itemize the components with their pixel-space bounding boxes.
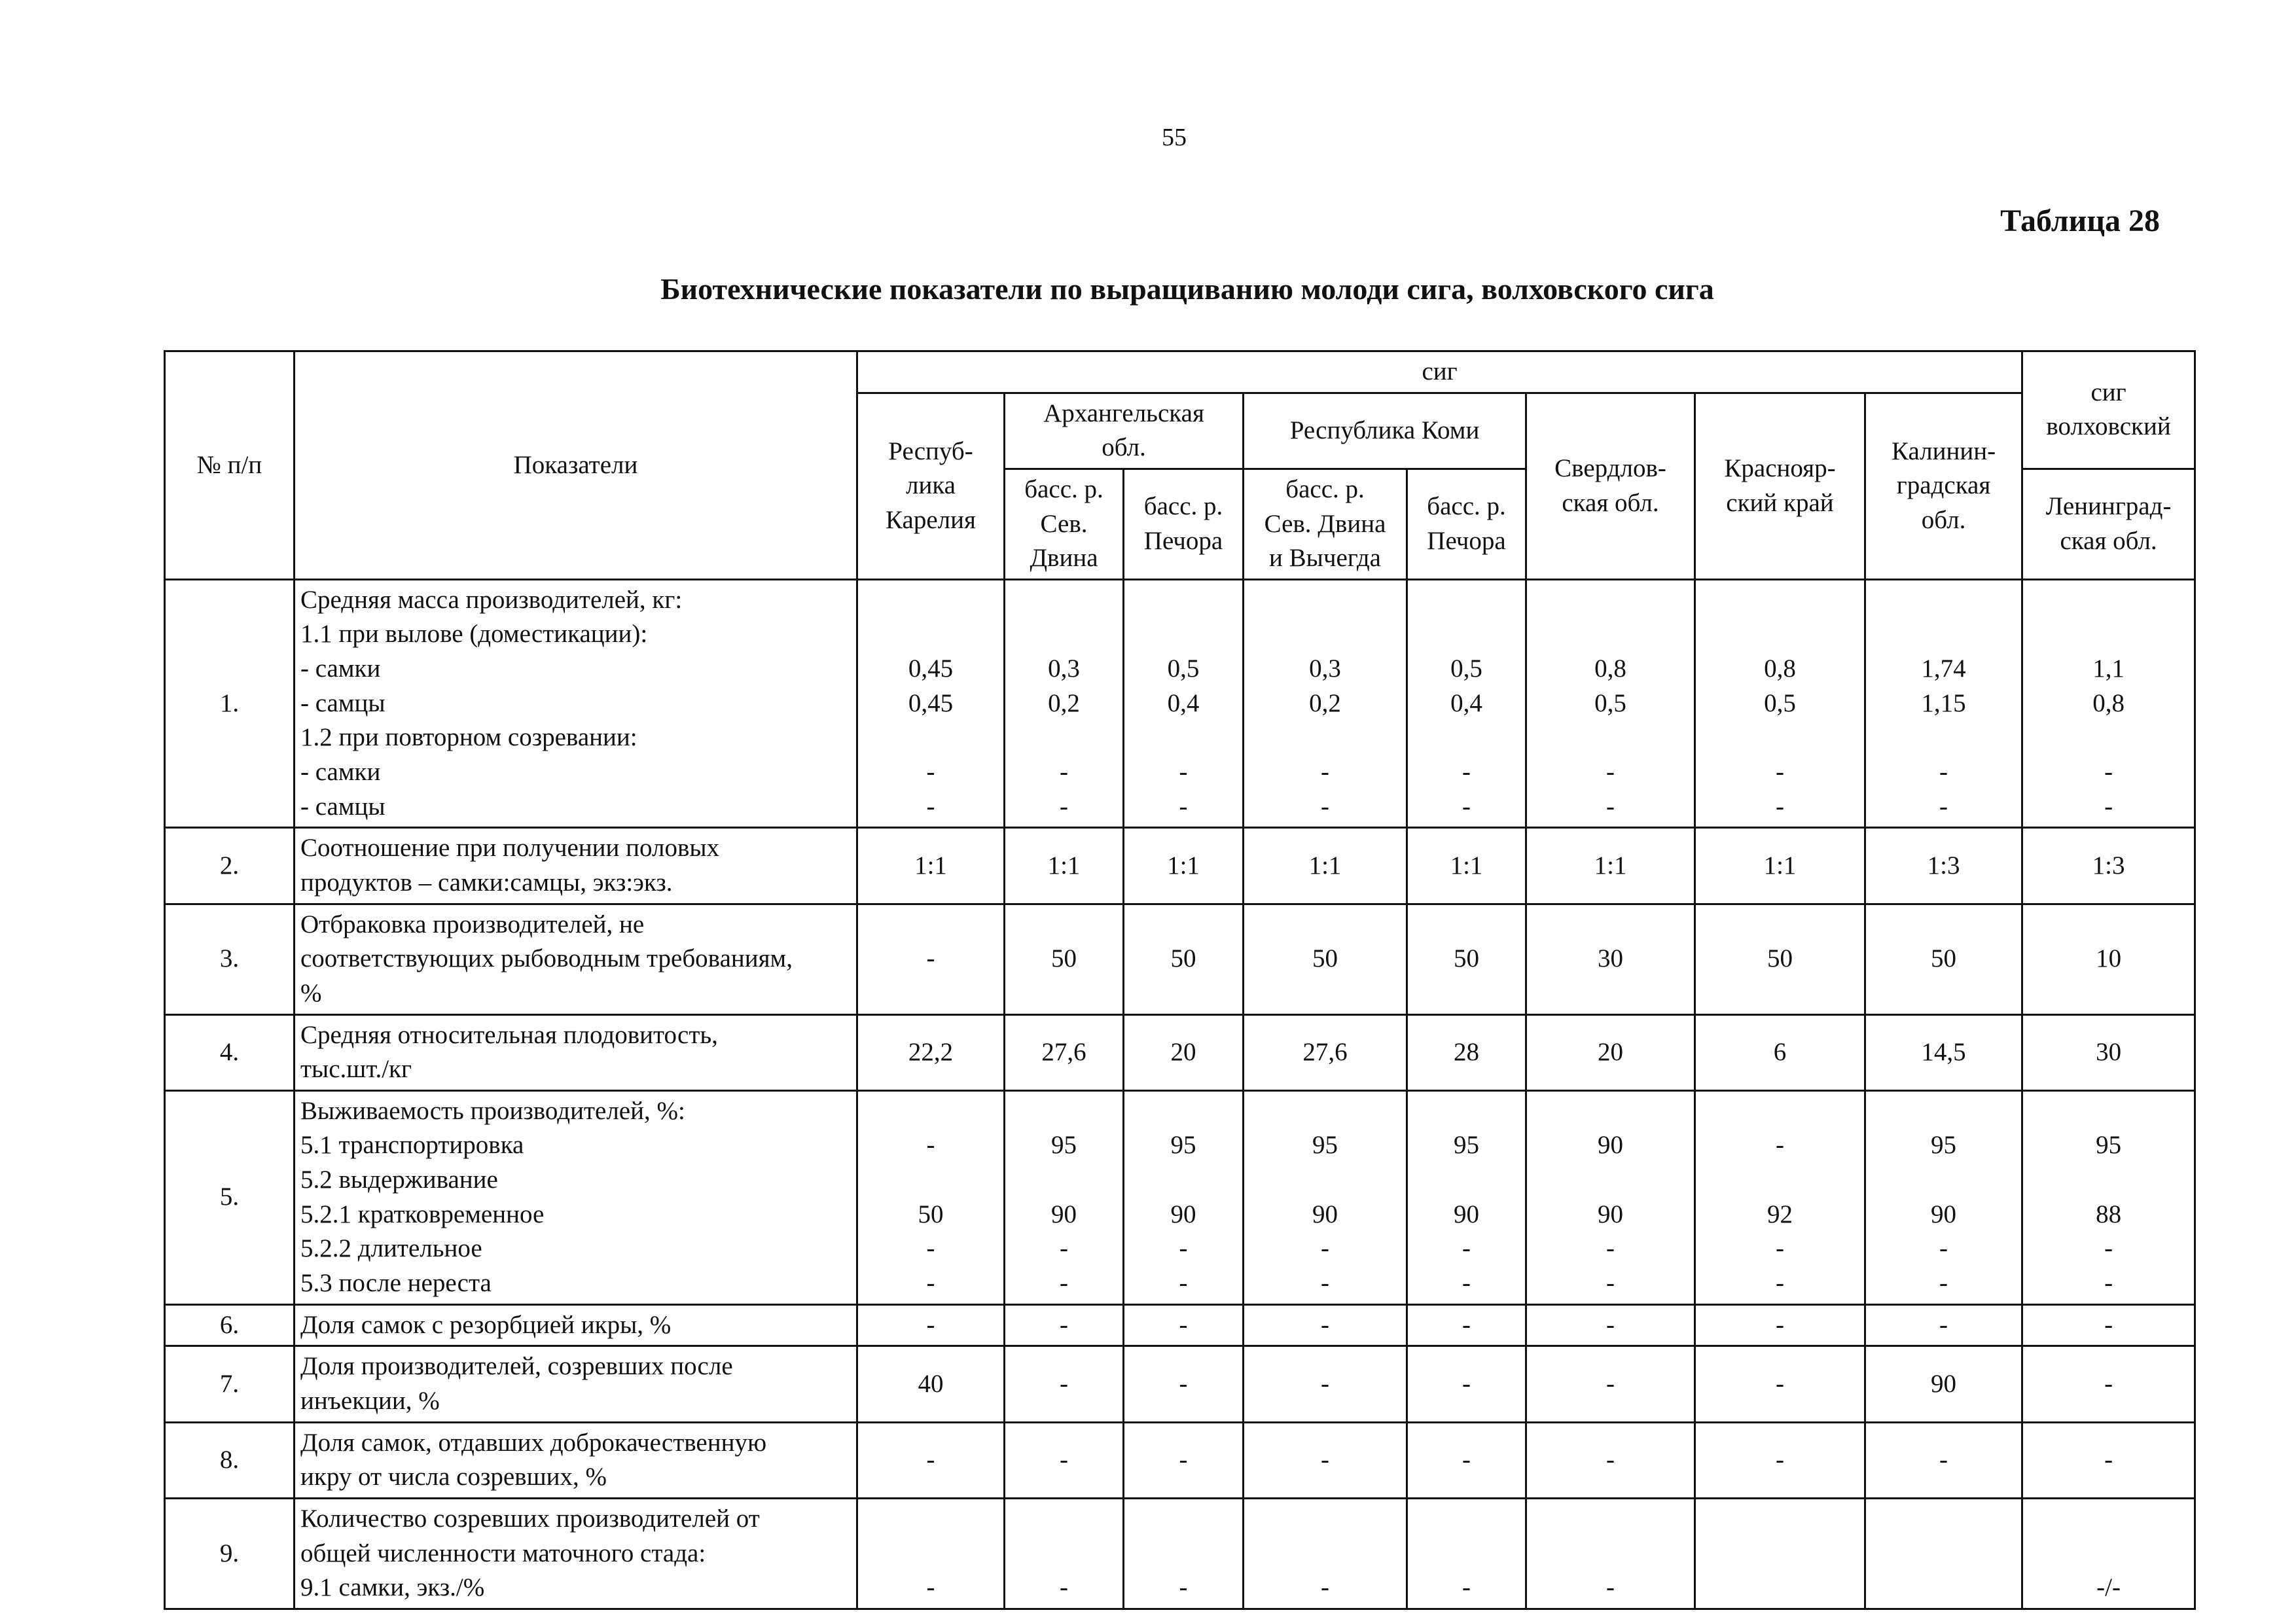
row-value: - — [1526, 1346, 1695, 1422]
row-number: 1. — [165, 579, 295, 827]
row-number: 4. — [165, 1014, 295, 1090]
row-value: 1:1 — [1244, 828, 1407, 904]
row-number: 9. — [165, 1498, 295, 1609]
row-value: 50 — [1244, 904, 1407, 1014]
row-value: 0,5 0,4 - - — [1124, 579, 1244, 827]
row-value: 1:1 — [1124, 828, 1244, 904]
row-value: 0,5 0,4 - - — [1407, 579, 1526, 827]
header-group-sig: сиг — [857, 351, 2022, 393]
header-arkh-pechora: басс. р. Печора — [1124, 469, 1244, 579]
table-row — [165, 1422, 2195, 1498]
row-value: - — [1124, 1304, 1244, 1346]
row-value: 6 — [1695, 1014, 1865, 1090]
row-value: 30 — [2022, 1014, 2195, 1090]
document-title: Биотехнические показатели по выращиванию молоди сига, волховского сига — [660, 272, 1714, 306]
table-row — [165, 579, 2195, 827]
row-value: 1:1 — [1407, 828, 1526, 904]
row-value: 95 90 - - — [1407, 1090, 1526, 1304]
row-indicator: Средняя относительная плодовитость, тыс.шт./кг — [295, 1014, 857, 1090]
row-value: 1:1 — [1526, 828, 1695, 904]
row-value: - — [1244, 1498, 1407, 1609]
row-value: 10 — [2022, 904, 2195, 1014]
row-value: - — [1865, 1304, 2022, 1346]
header-lenin: Ленинград- ская обл. — [2022, 469, 2195, 579]
row-value: 20 — [1124, 1014, 1244, 1090]
row-value: 90 — [1865, 1346, 2022, 1422]
row-value: - — [1005, 1498, 1124, 1609]
row-value: 95 90 - - — [1005, 1090, 1124, 1304]
row-indicator: Соотношение при получении половых продуктов – самки:самцы, экз:экз. — [295, 828, 857, 904]
row-value: - — [1407, 1498, 1526, 1609]
row-value: 50 — [1695, 904, 1865, 1014]
row-number: 6. — [165, 1304, 295, 1346]
row-value: 95 90 - - — [1124, 1090, 1244, 1304]
table-row — [165, 1304, 2195, 1346]
row-value: -/- — [2022, 1498, 2195, 1609]
row-value: 14,5 — [1865, 1014, 2022, 1090]
row-value: 1,1 0,8 - - — [2022, 579, 2195, 827]
row-value: - — [1005, 1304, 1124, 1346]
header-komi: Республика Коми — [1244, 393, 1526, 469]
row-value: - — [1407, 1346, 1526, 1422]
header-indicator: Показатели — [295, 351, 857, 580]
row-value: 0,45 0,45 - - — [857, 579, 1005, 827]
row-value: 1:1 — [857, 828, 1005, 904]
row-value: - 50 - - — [857, 1090, 1005, 1304]
page-number: 55 — [1162, 124, 1187, 151]
row-value: - — [1526, 1304, 1695, 1346]
row-value: 1:1 — [1005, 828, 1124, 904]
header-sverdl: Свердлов- ская обл. — [1526, 393, 1695, 579]
header-komi-pechora: басс. р. Печора — [1407, 469, 1526, 579]
row-value: - — [1124, 1346, 1244, 1422]
row-value: - — [1407, 1422, 1526, 1498]
row-value: 50 — [1124, 904, 1244, 1014]
row-value: - — [1124, 1498, 1244, 1609]
table-row — [165, 904, 2195, 1014]
row-value: - — [1244, 1422, 1407, 1498]
row-value: - — [1865, 1422, 2022, 1498]
row-value: - — [1244, 1346, 1407, 1422]
header-kalin: Калинин- градская обл. — [1865, 393, 2022, 579]
row-number: 2. — [165, 828, 295, 904]
row-value: - — [857, 1422, 1005, 1498]
row-value: - — [857, 1304, 1005, 1346]
row-indicator: Отбраковка производителей, не соответствующих рыбоводным требованиям, % — [295, 904, 857, 1014]
header-volkh: сиг волховский — [2022, 351, 2195, 469]
header-num: № п/п — [165, 351, 295, 580]
row-number: 3. — [165, 904, 295, 1014]
row-value: 1:1 — [1695, 828, 1865, 904]
table-body — [165, 579, 2195, 1609]
row-value: - — [1695, 1422, 1865, 1498]
table-label: Таблица 28 — [2000, 204, 2160, 238]
row-value — [1865, 1498, 2022, 1609]
header-krasn: Краснояр- ский край — [1695, 393, 1865, 579]
row-value: 50 — [1407, 904, 1526, 1014]
table-row — [165, 1014, 2195, 1090]
row-value: 20 — [1526, 1014, 1695, 1090]
row-value: 0,3 0,2 - - — [1005, 579, 1124, 827]
row-value: 95 88 - - — [2022, 1090, 2195, 1304]
row-indicator: Доля производителей, созревших после инъекции, % — [295, 1346, 857, 1422]
row-value: - — [2022, 1346, 2195, 1422]
row-value: 0,8 0,5 - - — [1695, 579, 1865, 827]
row-value: 27,6 — [1244, 1014, 1407, 1090]
row-indicator: Выживаемость производителей, %: 5.1 транспортировка 5.2 выдерживание 5.2.1 кратковременное 5.2.2 длительное 5.3 после нереста — [295, 1090, 857, 1304]
row-value: - — [857, 904, 1005, 1014]
row-value: - — [1005, 1346, 1124, 1422]
header-komi-dvina: басс. р. Сев. Двина и Вычегда — [1244, 469, 1407, 579]
row-number: 7. — [165, 1346, 295, 1422]
table-row — [165, 1498, 2195, 1609]
row-value: 95 90 - - — [1865, 1090, 2022, 1304]
row-value: - — [857, 1498, 1005, 1609]
row-indicator: Доля самок, отдавших доброкачественную икру от числа созревших, % — [295, 1422, 857, 1498]
row-value: 40 — [857, 1346, 1005, 1422]
row-value: - — [1244, 1304, 1407, 1346]
data-table — [164, 350, 2196, 1610]
header-arkh: Архангельская обл. — [1005, 393, 1244, 469]
row-value: 1:3 — [1865, 828, 2022, 904]
row-value: 1,74 1,15 - - — [1865, 579, 2022, 827]
header-karelia: Респуб- лика Карелия — [857, 393, 1005, 579]
row-value: 28 — [1407, 1014, 1526, 1090]
row-indicator: Количество созревших производителей от общей численности маточного стада: 9.1 самки, экз./% — [295, 1498, 857, 1609]
row-value: - — [1526, 1498, 1695, 1609]
row-value: 90 90 - - — [1526, 1090, 1695, 1304]
row-value: 0,3 0,2 - - — [1244, 579, 1407, 827]
row-value: - — [2022, 1422, 2195, 1498]
row-value: - — [2022, 1304, 2195, 1346]
table-row — [165, 1090, 2195, 1304]
row-value: - — [1407, 1304, 1526, 1346]
row-indicator: Доля самок с резорбцией икры, % — [295, 1304, 857, 1346]
row-value: - — [1124, 1422, 1244, 1498]
table-row — [165, 1346, 2195, 1422]
row-value: 22,2 — [857, 1014, 1005, 1090]
row-value: 50 — [1865, 904, 2022, 1014]
row-value: 30 — [1526, 904, 1695, 1014]
row-value: - — [1526, 1422, 1695, 1498]
row-value: - 92 - - — [1695, 1090, 1865, 1304]
row-value: 1:3 — [2022, 828, 2195, 904]
header-arkh-dvina: басс. р. Сев. Двина — [1005, 469, 1124, 579]
row-value — [1695, 1498, 1865, 1609]
row-indicator: Средняя масса производителей, кг: 1.1 при вылове (доместикации): - самки - самцы 1.2 при повторном созревании: - самки - самцы — [295, 579, 857, 827]
row-value: 27,6 — [1005, 1014, 1124, 1090]
row-value: 95 90 - - — [1244, 1090, 1407, 1304]
table-row — [165, 828, 2195, 904]
row-value: - — [1695, 1304, 1865, 1346]
row-value: - — [1005, 1422, 1124, 1498]
row-value: - — [1695, 1346, 1865, 1422]
row-value: 0,8 0,5 - - — [1526, 579, 1695, 827]
row-number: 8. — [165, 1422, 295, 1498]
row-number: 5. — [165, 1090, 295, 1304]
row-value: 50 — [1005, 904, 1124, 1014]
